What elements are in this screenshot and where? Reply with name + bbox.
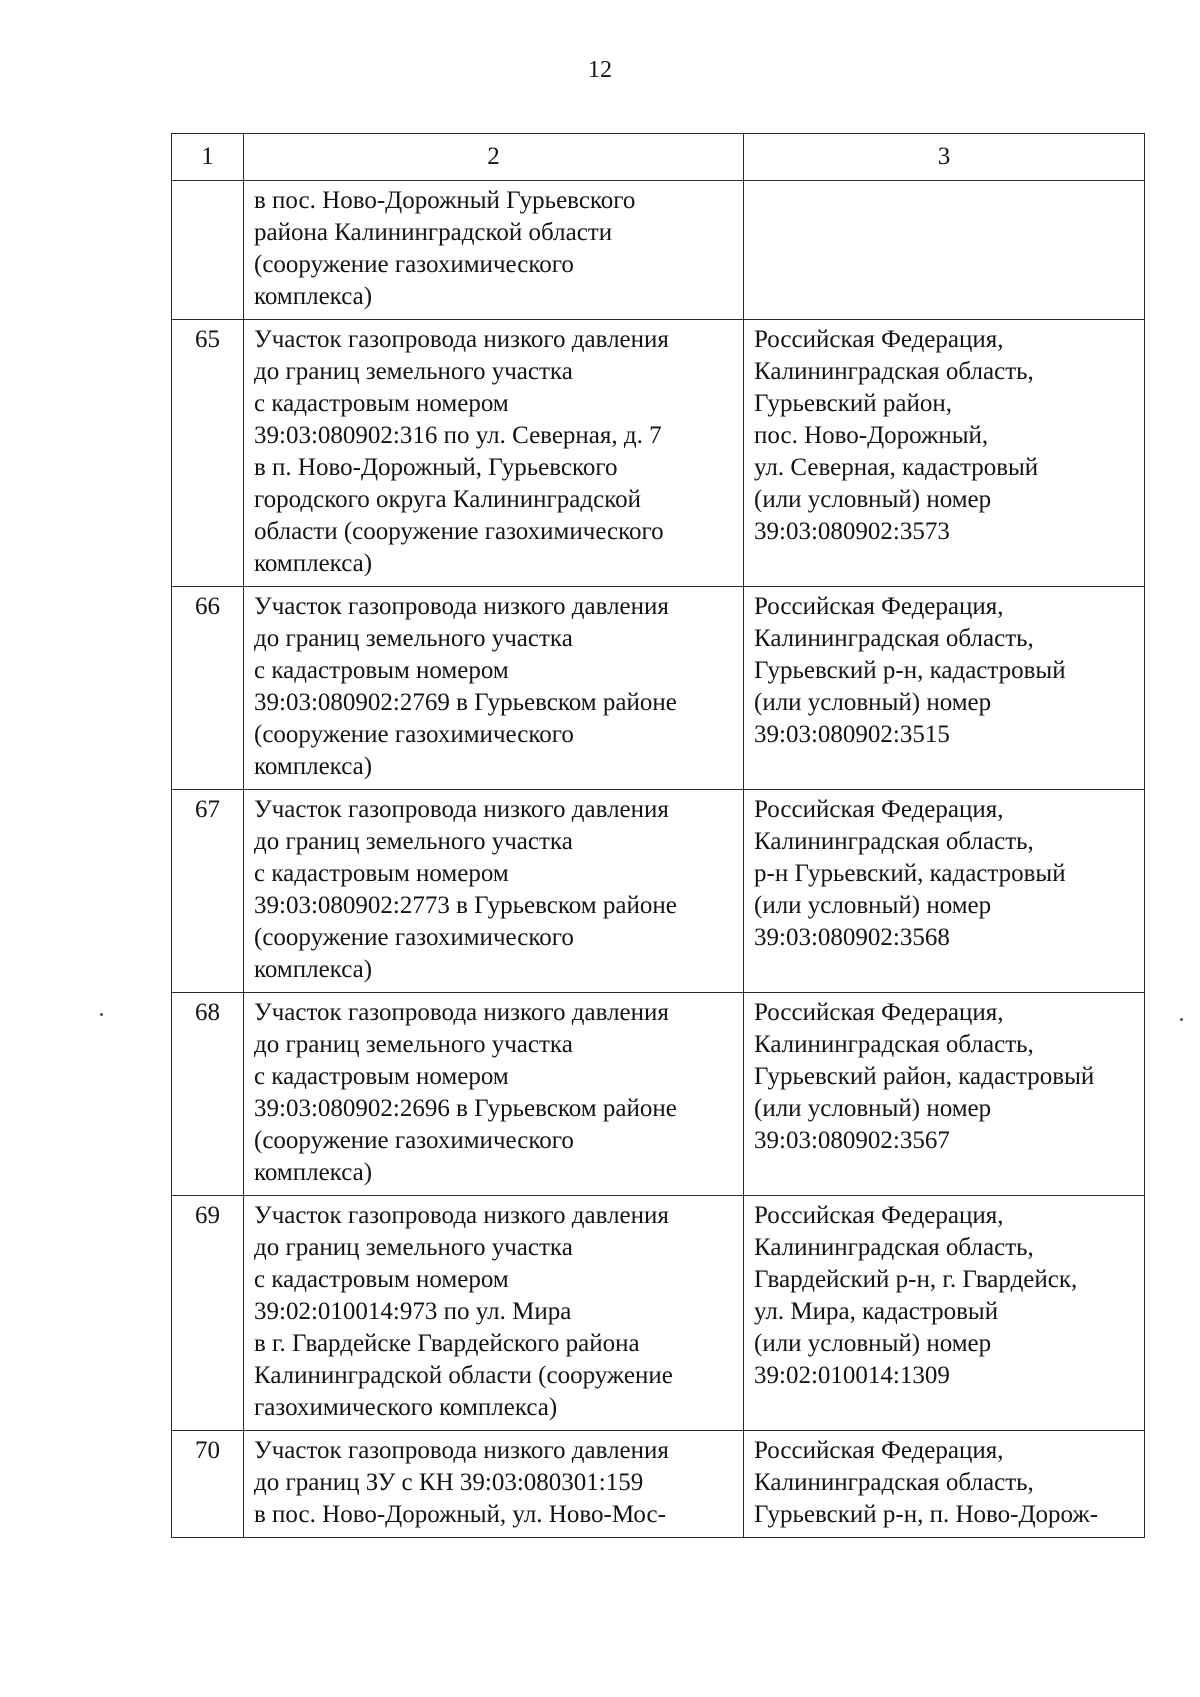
row-address [744,993,1145,1196]
description-line: комплекса) [254,956,373,983]
row-address [744,790,1145,993]
address-line: р-н Гурьевский, кадастровый [754,860,1066,887]
description-line: в г. Гвардейске Гвардейского района [254,1330,640,1357]
address-line: Калининградская область, [754,358,1034,385]
description-line: комплекса) [254,283,373,310]
column-header-2: 2 [244,134,744,181]
description-line: 39:02:010014:973 по ул. Мира [254,1298,572,1325]
description-line: до границ земельного участка [254,828,573,855]
description-line: области (сооружение газохимического [254,518,664,545]
row-address [744,1196,1145,1431]
address-line: (или условный) номер [754,689,992,716]
description-line: (сооружение газохимического [254,924,574,951]
description-line: с кадастровым номером [254,657,509,684]
row-description [244,181,744,320]
address-line: Калининградская область, [754,1469,1034,1496]
row-description [244,790,744,993]
description-line: Участок газопровода низкого давления [254,1437,669,1464]
description-line: Калининградской области (сооружение [254,1362,673,1389]
scan-speck [1180,1018,1183,1021]
address-line: Калининградская область, [754,625,1034,652]
address-line: Гурьевский район, кадастровый [754,1063,1095,1090]
description-line: до границ ЗУ с КН 39:03:080301:159 [254,1469,644,1496]
row-number: 67 [172,790,244,993]
description-line: комплекса) [254,550,373,577]
description-line: до границ земельного участка [254,1234,573,1261]
description-line: Участок газопровода низкого давления [254,593,669,620]
row-description [244,587,744,790]
description-line: до границ земельного участка [254,358,573,385]
row-number: 70 [172,1431,244,1538]
description-line: комплекса) [254,753,373,780]
continuation-row [172,181,1145,320]
row-number [172,181,244,320]
description-line: 39:03:080902:2769 в Гурьевском районе [254,689,677,716]
row-number: 68 [172,993,244,1196]
address-line: 39:02:010014:1309 [754,1362,950,1389]
page-number: 12 [588,57,612,83]
row-address [744,1431,1145,1538]
description-line: 39:03:080902:2696 в Гурьевском районе [254,1095,677,1122]
description-line: (сооружение газохимического [254,1127,574,1154]
address-line: 39:03:080902:3567 [754,1127,950,1154]
description-line: в п. Ново-Дорожный, Гурьевского [254,454,618,481]
table-row [172,320,1145,587]
description-line: до границ земельного участка [254,625,573,652]
description-line: с кадастровым номером [254,390,509,417]
description-line: (сооружение газохимического [254,721,574,748]
row-description [244,1431,744,1538]
description-line: (сооружение газохимического [254,251,574,278]
address-line: пос. Ново-Дорожный, [754,422,989,449]
address-line: (или условный) номер [754,1095,992,1122]
description-line: Участок газопровода низкого давления [254,326,669,353]
column-header-1: 1 [172,134,244,181]
table-header-row [172,134,1145,181]
address-line: Калининградская область, [754,1031,1034,1058]
scan-speck [100,1013,103,1016]
row-description [244,1196,744,1431]
row-description [244,993,744,1196]
description-line: городского округа Калининградской [254,486,641,513]
address-line: Российская Федерация, [754,593,1004,620]
address-line: Российская Федерация, [754,1437,1004,1464]
address-line: Гурьевский р-н, п. Ново-Дорож- [754,1501,1099,1528]
address-line: Российская Федерация, [754,999,1004,1026]
address-line: 39:03:080902:3573 [754,518,950,545]
address-line: ул. Северная, кадастровый [754,454,1039,481]
table-row [172,1196,1145,1431]
description-line: в пос. Ново-Дорожный Гурьевского [254,187,636,214]
address-line: Гвардейский р-н, г. Гвардейск, [754,1266,1078,1293]
address-line: 39:03:080902:3515 [754,721,950,748]
address-line: Российская Федерация, [754,326,1004,353]
description-line: до границ земельного участка [254,1031,573,1058]
table-row [172,790,1145,993]
table-row [172,993,1145,1196]
description-line: с кадастровым номером [254,1266,509,1293]
facilities-table [171,133,1145,1538]
description-line: Участок газопровода низкого давления [254,1202,669,1229]
row-address [744,320,1145,587]
description-line: 39:03:080902:316 по ул. Северная, д. 7 [254,422,662,449]
description-line: района Калининградской области [254,219,613,246]
description-line: комплекса) [254,1159,373,1186]
description-line: 39:03:080902:2773 в Гурьевском районе [254,892,677,919]
row-number: 66 [172,587,244,790]
description-line: Участок газопровода низкого давления [254,999,669,1026]
description-line: с кадастровым номером [254,1063,509,1090]
address-line: 39:03:080902:3568 [754,924,950,951]
table-row [172,587,1145,790]
address-line: Российская Федерация, [754,796,1004,823]
description-line: Участок газопровода низкого давления [254,796,669,823]
description-line: газохимического комплекса) [254,1394,558,1421]
row-address [744,181,1145,320]
table-row [172,1431,1145,1538]
table-body [172,181,1145,1538]
row-number: 69 [172,1196,244,1431]
address-line: Российская Федерация, [754,1202,1004,1229]
row-address [744,587,1145,790]
row-number: 65 [172,320,244,587]
address-line: (или условный) номер [754,1330,992,1357]
address-line: (или условный) номер [754,486,992,513]
address-line: ул. Мира, кадастровый [754,1298,999,1325]
description-line: с кадастровым номером [254,860,509,887]
address-line: Гурьевский р-н, кадастровый [754,657,1066,684]
row-description [244,320,744,587]
column-header-3: 3 [744,134,1145,181]
address-line: Калининградская область, [754,1234,1034,1261]
description-line: в пос. Ново-Дорожный, ул. Ново-Мос- [254,1501,666,1528]
address-line: Гурьевский район, [754,390,953,417]
address-line: (или условный) номер [754,892,992,919]
address-line: Калининградская область, [754,828,1034,855]
